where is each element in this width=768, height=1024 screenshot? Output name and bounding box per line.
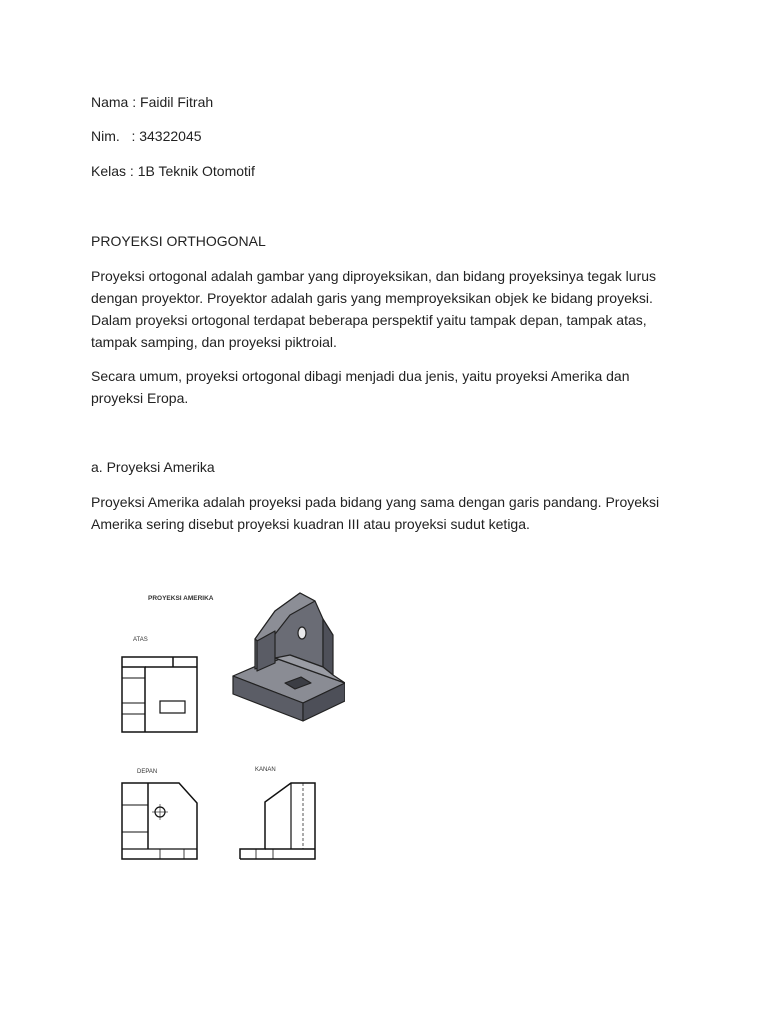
projection-drawing	[115, 583, 345, 868]
top-view	[122, 657, 197, 732]
american-projection-figure	[115, 583, 345, 868]
label-right-view: KANAN	[255, 767, 276, 773]
student-nim: Nim. : 34322045	[91, 128, 202, 144]
section-title: PROYEKSI ORTHOGONAL	[91, 233, 266, 249]
figure-title: PROYEKSI AMERIKA	[148, 595, 214, 602]
front-view	[122, 783, 197, 859]
american-projection-paragraph	[91, 491, 681, 535]
types-paragraph-text: Secara umum, proyeksi ortogonal dibagi menjadi dua jenis, yaitu proyeksi Amerika dan proyeksi Eropa.	[91, 368, 630, 406]
types-paragraph	[91, 365, 681, 409]
intro-paragraph	[91, 265, 681, 353]
student-name: Nama : Faidil Fitrah	[91, 94, 214, 110]
right-view	[240, 783, 315, 859]
isometric-bracket	[233, 593, 345, 721]
subsection-a-title: a. Proyeksi Amerika	[91, 459, 215, 475]
student-class: Kelas : 1B Teknik Otomotif	[91, 163, 255, 179]
label-front-view: DEPAN	[137, 769, 158, 775]
intro-paragraph-text: Proyeksi ortogonal adalah gambar yang diproyeksikan, dan bidang proyeksinya tegak lurus dengan proyektor. Proyektor adalah garis yang memproyeksikan objek ke bidang proyeksi. Dalam proyeksi ortogonal terdapat beberapa perspektif yaitu tampak depan, tampak atas, tampak samping, dan proyeksi piktroial.	[91, 268, 657, 350]
label-top-view: ATAS	[133, 637, 148, 643]
american-projection-text: Proyeksi Amerika adalah proyeksi pada bidang yang sama dengan garis pandang. Proyeksi Amerika sering disebut proyeksi kuadran III atau proyeksi sudut ketiga.	[91, 494, 660, 532]
